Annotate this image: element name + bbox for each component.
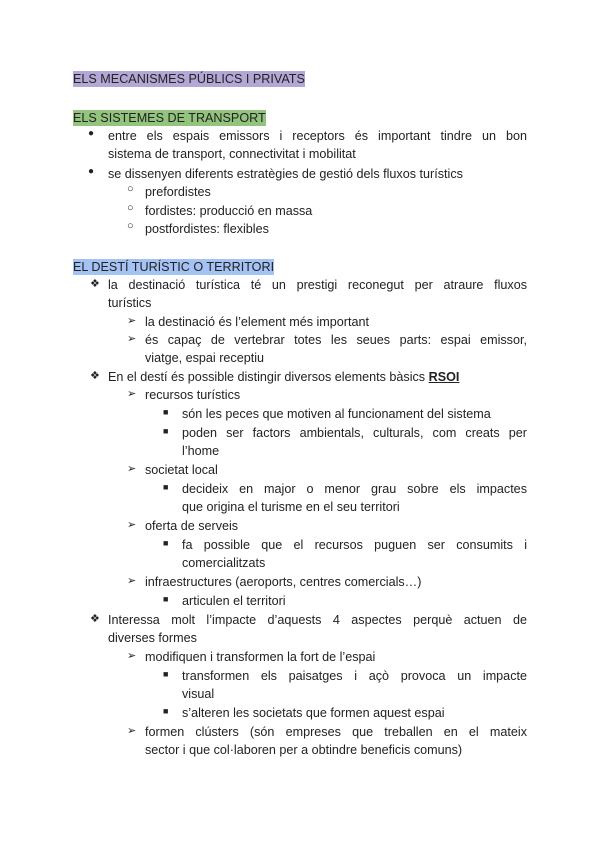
- impact-clusters-line-2: sector i que col·laboren per a obtindre beneficis comuns): [145, 743, 463, 757]
- destination-point-3-line-2: diverses formes: [108, 631, 197, 645]
- arrow-bullet-icon: ➢: [127, 333, 137, 345]
- societat-detail-line-1: decideix en major o menor grau sobre els impactes: [182, 482, 527, 496]
- arrow-bullet-icon: ➢: [127, 388, 137, 400]
- square-bullet-icon: ■: [163, 669, 169, 679]
- societat-detail-line-2: que origina el turisme en el seu territori: [182, 500, 400, 514]
- diamond-bullet-icon: ❖: [90, 370, 100, 382]
- destination-point-3-line-1: Interessa molt l’impacte d’aquests 4 aspectes perquè actuen de: [108, 613, 527, 627]
- transport-item-2: se dissenyen diferents estratègies de gestió dels fluxos turístics: [108, 167, 463, 181]
- diamond-bullet-icon: ❖: [90, 278, 100, 290]
- square-bullet-icon: ■: [163, 407, 169, 417]
- transport-item-1-line-1: entre els espais emissors i receptors és important tindre un bon: [108, 129, 527, 143]
- arrow-bullet-icon: ➢: [127, 315, 137, 327]
- modifiquen-detail-1-line-2: visual: [182, 687, 215, 701]
- section-transport-title: ELS SISTEMES DE TRANSPORT: [73, 111, 266, 125]
- arrow-bullet-icon: ➢: [127, 463, 137, 475]
- circle-bullet-icon: ○: [127, 202, 134, 214]
- strategy-prefordistes: prefordistes: [145, 185, 211, 199]
- modifiquen-detail-1-line-1: transformen els paisatges i açò provoca un impacte: [182, 669, 527, 683]
- arrow-bullet-icon: ➢: [127, 519, 137, 531]
- disc-bullet-icon: ●: [88, 128, 95, 139]
- element-infraestructures: infraestructures (aeroports, centres comercials…): [145, 575, 422, 589]
- recursos-detail-2-line-1: poden ser factors ambientals, culturals, com creats per: [182, 426, 527, 440]
- diamond-bullet-icon: ❖: [90, 613, 100, 625]
- strategy-postfordistes: postfordistes: flexibles: [145, 222, 269, 236]
- destination-point-2: [108, 368, 459, 386]
- destination-point-2-text: En el destí és possible distingir diversos elements bàsics: [108, 370, 426, 384]
- destination-point-1-line-2: turístics: [108, 296, 152, 310]
- square-bullet-icon: ■: [163, 426, 169, 436]
- element-oferta: oferta de serveis: [145, 519, 239, 533]
- impact-modifiquen: modifiquen i transformen la fort de l’espai: [145, 650, 376, 664]
- element-recursos: recursos turístics: [145, 388, 241, 402]
- disc-bullet-icon: ●: [88, 166, 95, 177]
- square-bullet-icon: ■: [163, 538, 169, 548]
- square-bullet-icon: ■: [163, 594, 169, 604]
- main-heading: ELS MECANISMES PÚBLICS I PRIVATS: [73, 72, 305, 86]
- square-bullet-icon: ■: [163, 482, 169, 492]
- arrow-bullet-icon: ➢: [127, 650, 137, 662]
- section-destination-title: EL DESTÍ TURÍSTIC O TERRITORI: [73, 260, 275, 274]
- destination-point-1a: la destinació és l’element més important: [145, 315, 369, 329]
- destination-point-1b-line-1: és capaç de vertebrar totes les seues parts: espai emissor,: [145, 333, 527, 347]
- recursos-detail-2-line-2: l’home: [182, 444, 220, 458]
- arrow-bullet-icon: ➢: [127, 575, 137, 587]
- circle-bullet-icon: ○: [127, 220, 134, 232]
- infraestructures-detail: articulen el territori: [182, 594, 286, 608]
- strategy-fordistes: fordistes: producció en massa: [145, 204, 313, 218]
- impact-clusters-line-1: formen clústers (són empreses que treballen en el mateix: [145, 725, 527, 739]
- rsoi-acronym: RSOI: [428, 370, 460, 384]
- recursos-detail-1: són les peces que motiven al funcionament del sistema: [182, 407, 491, 421]
- circle-bullet-icon: ○: [127, 183, 134, 195]
- element-societat: societat local: [145, 463, 218, 477]
- oferta-detail-line-1: fa possible que el recursos puguen ser consumits i: [182, 538, 527, 552]
- arrow-bullet-icon: ➢: [127, 725, 137, 737]
- oferta-detail-line-2: comercialitzats: [182, 556, 266, 570]
- transport-item-1-line-2: sistema de transport, connectivitat i mobilitat: [108, 147, 356, 161]
- square-bullet-icon: ■: [163, 706, 169, 716]
- destination-point-1-line-1: la destinació turística té un prestigi reconegut per atraure fluxos: [108, 278, 527, 292]
- modifiquen-detail-2: s’alteren les societats que formen aquest espai: [182, 706, 445, 720]
- destination-point-1b-line-2: viatge, espai receptiu: [145, 351, 265, 365]
